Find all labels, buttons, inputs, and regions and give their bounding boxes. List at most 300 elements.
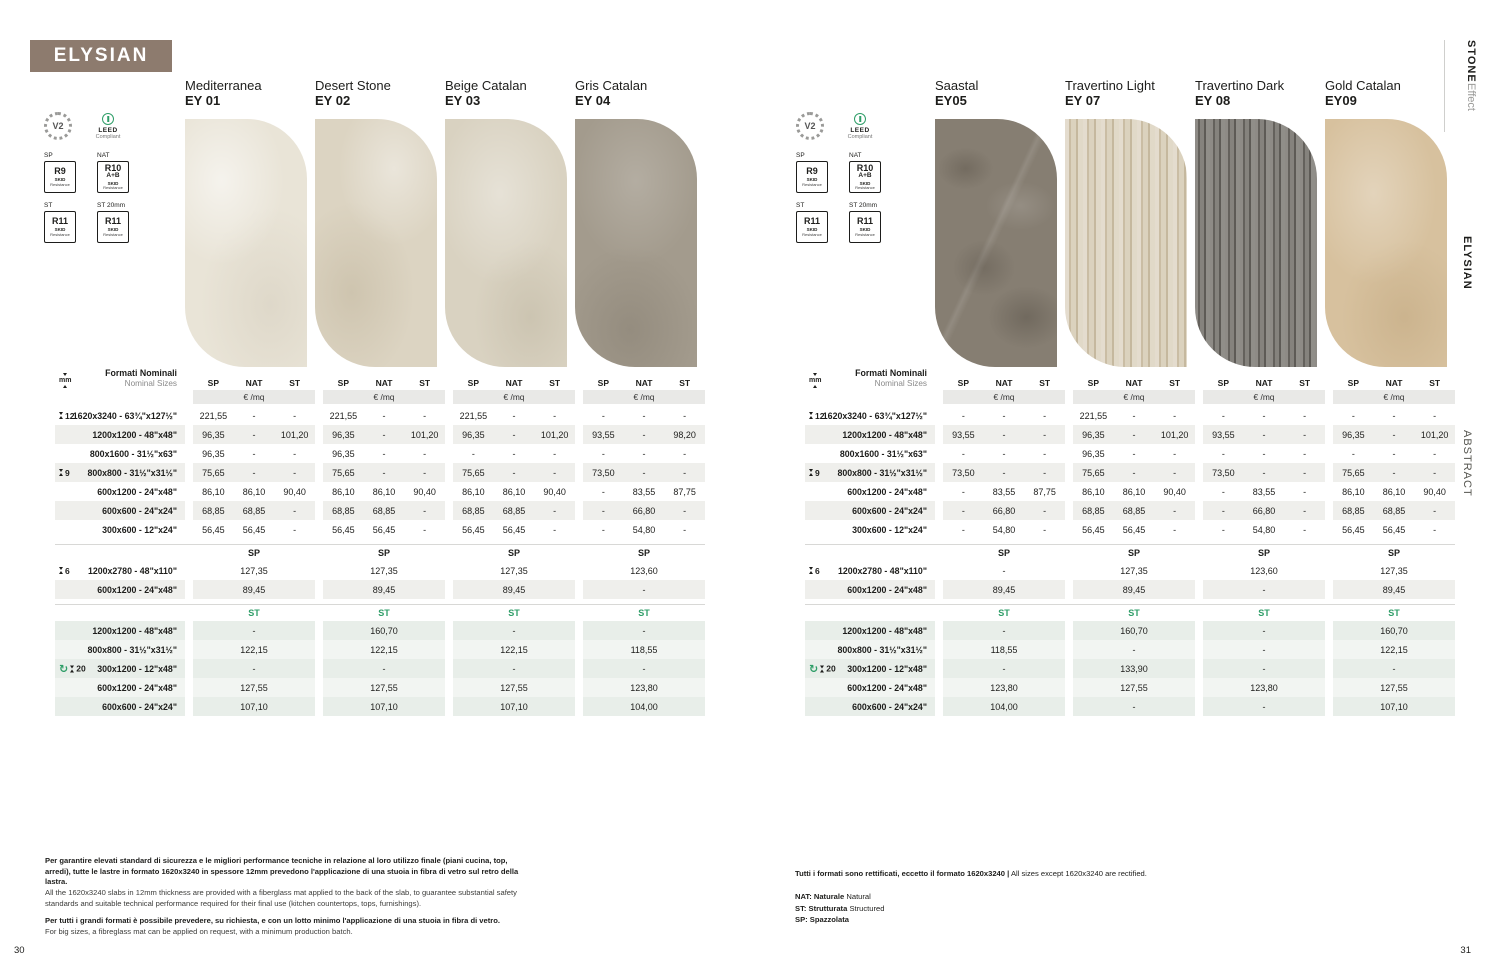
price-cell: 75,65: [332, 467, 355, 478]
sizes-header-cell: [55, 368, 185, 388]
price-cell: -: [642, 429, 646, 440]
leed-sublabel: Compliant: [95, 134, 121, 140]
st-section-label: ST: [1258, 608, 1270, 619]
size-cell: [805, 520, 935, 539]
size-label: 800x800 - 31½"x31½": [87, 644, 177, 655]
price-cell: -: [1132, 644, 1136, 655]
product-column: [185, 78, 307, 367]
sp-column-label: SP: [597, 378, 609, 389]
price-cell: 127,35: [240, 565, 268, 576]
thickness-value: 20: [76, 663, 86, 674]
price-cell: 127,35: [370, 565, 398, 576]
price-group: [943, 520, 1065, 539]
product-code: EY 01: [185, 93, 221, 108]
product-column: [445, 78, 567, 367]
price-cell: -: [1351, 410, 1355, 421]
tab-stone-effect: [1463, 40, 1477, 111]
finish-columns-header: [583, 378, 705, 388]
price-cell: -: [1173, 410, 1177, 421]
price-cell: 68,85: [1342, 505, 1365, 516]
size-cell: [805, 561, 935, 580]
price-cell: 75,65: [202, 467, 225, 478]
leed-badge: [840, 112, 880, 140]
price-cell: -: [1262, 625, 1266, 636]
resistance-text: Resistance: [802, 181, 822, 187]
price-cell: 127,55: [500, 682, 528, 693]
price-group: [583, 406, 705, 425]
price-cell: -: [601, 505, 605, 516]
price-unit-label: € /mq: [453, 390, 575, 404]
price-cell: 56,45: [462, 524, 485, 535]
size-label: 300x1200 - 12"x48": [847, 663, 927, 674]
price-cell: -: [642, 625, 646, 636]
price-cell: -: [1221, 410, 1225, 421]
size-label: 600x1200 - 24"x48": [97, 682, 177, 693]
price-cell: -: [1221, 505, 1225, 516]
skid-text: SKID: [54, 177, 66, 183]
resistance-text: Resistance: [50, 181, 70, 187]
price-cell: -: [423, 467, 427, 478]
certifications-right: [796, 112, 936, 252]
sp-column-label: SP: [467, 378, 479, 389]
price-cell: 56,45: [242, 524, 266, 535]
table-row: [55, 621, 705, 640]
price-group: [583, 425, 705, 444]
arrow-down-icon: [809, 469, 813, 472]
price-cell: -: [382, 429, 386, 440]
st-column-label: ST: [549, 378, 561, 389]
price-group: [323, 580, 445, 599]
price-cell: -: [1303, 410, 1307, 421]
product-column: [1195, 78, 1317, 367]
price-group: [1203, 580, 1325, 599]
price-cell: 107,10: [500, 701, 528, 712]
thickness-arrows: [820, 665, 824, 672]
price-cell: 90,40: [283, 486, 306, 497]
price-cell: 66,80: [992, 505, 1016, 516]
size-label: 300x600 - 12"x24": [852, 524, 927, 535]
price-unit-label: € /mq: [1073, 390, 1195, 404]
section-header-row: [55, 604, 705, 621]
price-group: [193, 640, 315, 659]
price-group: [1333, 482, 1455, 501]
mm-label: mm: [59, 377, 72, 385]
price-cell: 123,80: [630, 682, 658, 693]
price-cell: 93,55: [592, 429, 615, 440]
arrow-up-icon: [809, 416, 813, 419]
price-cell: 56,45: [332, 524, 355, 535]
table-row: [805, 697, 1455, 716]
price-cell: -: [961, 410, 965, 421]
size-cell: [55, 621, 185, 640]
skid-r11-value: R11: [803, 216, 820, 227]
table-header-row: [55, 368, 705, 390]
table-row: [805, 501, 1455, 520]
sp-section-label: SP: [377, 548, 390, 559]
table-row: [805, 463, 1455, 482]
formats-header: [855, 368, 927, 388]
tile-swatch-ey04: [575, 119, 697, 367]
leed-badge: [88, 112, 128, 140]
price-group: [1333, 425, 1455, 444]
price-group: [943, 561, 1065, 580]
table-row: [55, 482, 705, 501]
thickness-value: 9: [815, 467, 820, 478]
price-cell: 89,45: [502, 584, 526, 595]
price-unit-label: € /mq: [1333, 390, 1455, 404]
skid-nat: [97, 152, 135, 193]
footnote-right: [795, 868, 1215, 926]
table-row: [805, 678, 1455, 697]
formats-title: Formati Nominali: [105, 368, 177, 378]
table-row: [55, 501, 705, 520]
price-cell: -: [1132, 467, 1136, 478]
price-cell: 96,35: [462, 429, 485, 440]
size-cell: [55, 501, 185, 520]
skid-text: SKID: [806, 227, 818, 233]
price-cell: -: [1043, 524, 1047, 535]
price-group: [1333, 580, 1455, 599]
size-cell: [805, 678, 935, 697]
price-group: [453, 425, 575, 444]
price-cell: 160,70: [370, 625, 398, 636]
size-label: 600x1200 - 24"x48": [97, 584, 177, 595]
section-header-row: [805, 604, 1455, 621]
price-group: [943, 444, 1065, 463]
price-cell: -: [293, 448, 297, 459]
price-cell: -: [1043, 467, 1047, 478]
resistance-text: Resistance: [855, 231, 875, 237]
price-cell: -: [1043, 448, 1047, 459]
price-cell: -: [553, 524, 557, 535]
price-group: [453, 561, 575, 580]
sp-section-label: SP: [1387, 548, 1400, 559]
rotation-icon: ↻: [809, 663, 819, 676]
thickness-value: 9: [65, 467, 70, 478]
price-cell: -: [1262, 663, 1266, 674]
product-code: EY 03: [445, 93, 481, 108]
skid-box-r11-20mm: [849, 211, 881, 243]
size-label: 600x1200 - 24"x48": [847, 486, 927, 497]
price-cell: 93,55: [1212, 429, 1235, 440]
rectified-note-it: Tutti i formati sono rettificati, eccetto il formato 1620x3240 |: [795, 869, 1010, 878]
skid-text: SKID: [859, 227, 871, 233]
price-cell: 221,55: [329, 410, 358, 421]
price-cell: 221,55: [459, 410, 488, 421]
price-cell: 73,50: [592, 467, 615, 478]
price-cell: 56,45: [1122, 524, 1146, 535]
arrow-down-icon: [63, 373, 67, 376]
skid-sp: [796, 152, 834, 193]
price-cell: -: [1351, 448, 1355, 459]
price-cell: -: [382, 410, 386, 421]
sp-column-label: SP: [1087, 378, 1099, 389]
price-cell: -: [961, 448, 965, 459]
price-cell: -: [683, 467, 687, 478]
skid-text: SKID: [54, 227, 66, 233]
price-group: [193, 463, 315, 482]
price-group: [193, 561, 315, 580]
price-group: [193, 406, 315, 425]
price-cell: 86,10: [502, 486, 526, 497]
price-cell: 83,55: [632, 486, 656, 497]
price-group: [1073, 425, 1195, 444]
thickness-arrows: [809, 412, 813, 419]
page-number-right: 31: [1460, 945, 1471, 956]
legend-nat: [795, 891, 1215, 902]
resistance-text: Resistance: [50, 231, 70, 237]
footnote-paragraph: [45, 916, 523, 937]
price-cell: -: [553, 410, 557, 421]
price-cell: 96,35: [1082, 429, 1105, 440]
product-row-right: [935, 78, 1447, 367]
price-group: [453, 482, 575, 501]
v2-badge: [796, 112, 824, 140]
arrow-up-icon: [59, 571, 63, 574]
skid-nat-label: NAT: [97, 152, 110, 159]
price-group: [1073, 678, 1195, 697]
finish-legend: [795, 891, 1215, 925]
product-code: EY09: [1325, 93, 1357, 108]
finish-columns-header: [1333, 378, 1455, 388]
skid-st20-label: ST 20mm: [849, 202, 878, 209]
price-group: [943, 697, 1065, 716]
price-cell: 56,45: [202, 524, 225, 535]
price-group: [1073, 520, 1195, 539]
price-group: [323, 561, 445, 580]
legend-st-it: ST: Strutturata: [795, 903, 848, 913]
size-label: 800x800 - 31½"x31½": [837, 467, 927, 478]
price-cell: 104,00: [630, 701, 658, 712]
price-cell: -: [553, 467, 557, 478]
price-cell: -: [1262, 467, 1266, 478]
price-cell: -: [1392, 448, 1396, 459]
skid-sub: [855, 182, 875, 191]
price-group: [1073, 482, 1195, 501]
st-section-label: ST: [998, 608, 1010, 619]
nat-column-label: NAT: [1255, 378, 1273, 389]
nat-column-label: NAT: [635, 378, 653, 389]
price-group: [453, 463, 575, 482]
rectified-note-en: All sizes except 1620x3240 are rectified.: [1010, 869, 1147, 878]
price-cell: 96,35: [202, 429, 225, 440]
skid-r10-value: R10: [104, 163, 122, 173]
price-group: [1073, 444, 1195, 463]
arrow-down-icon: [809, 567, 813, 570]
price-cell: 86,10: [1342, 486, 1365, 497]
price-cell: -: [683, 524, 687, 535]
size-label: 600x600 - 24"x24": [852, 701, 927, 712]
rotation-icon: ↻: [59, 663, 69, 676]
tile-swatch-ey05: [935, 119, 1057, 367]
skid-r10-value: R10: [856, 163, 874, 173]
leed-sublabel: Compliant: [847, 134, 873, 140]
v2-badge: [44, 112, 72, 140]
skid-box-r9: [796, 161, 828, 193]
leed-leaf-icon: [102, 113, 114, 125]
price-cell: -: [1262, 410, 1266, 421]
price-cell: -: [1262, 644, 1266, 655]
section-header-row: [55, 544, 705, 561]
price-group: [193, 444, 315, 463]
thickness-value: 12: [65, 410, 75, 421]
price-cell: -: [601, 410, 605, 421]
price-cell: 101,20: [1420, 429, 1449, 440]
skid-sp-label: SP: [44, 152, 53, 159]
price-group: [1203, 621, 1325, 640]
skid-sub: [103, 182, 123, 191]
price-cell: 68,85: [1082, 505, 1105, 516]
price-cell: -: [293, 524, 297, 535]
product-column: [1325, 78, 1447, 367]
section-header-row: [805, 544, 1455, 561]
price-group: [193, 501, 315, 520]
price-cell: -: [1303, 429, 1307, 440]
price-cell: 56,45: [372, 524, 396, 535]
price-group: [943, 463, 1065, 482]
product-column: [935, 78, 1057, 367]
price-cell: -: [252, 625, 256, 636]
sp-column-label: SP: [207, 378, 219, 389]
price-cell: -: [1392, 663, 1396, 674]
table-row: [805, 580, 1455, 599]
size-cell: [55, 659, 185, 678]
nat-column-label: NAT: [995, 378, 1013, 389]
price-cell: -: [1173, 467, 1177, 478]
price-group: [1073, 621, 1195, 640]
price-cell: -: [293, 505, 297, 516]
price-cell: 86,10: [1122, 486, 1146, 497]
price-cell: 127,35: [500, 565, 528, 576]
footnote-en-1: All the 1620x3240 slabs in 12mm thickness are provided with a fiberglass mat applied to the back of the slab, to guarantee substantial safety standards and suitable technical performance required for their final use (kitchen countertops, tops, furnishings).: [45, 887, 517, 908]
price-cell: -: [252, 663, 256, 674]
resistance-text: Resistance: [103, 231, 123, 237]
price-cell: 56,45: [1382, 524, 1406, 535]
skid-st20: [97, 202, 135, 243]
skid-st: [796, 202, 834, 243]
price-cell: -: [683, 505, 687, 516]
table-row: [805, 659, 1455, 678]
size-label: 1200x2780 - 48"x110": [87, 565, 177, 576]
price-cell: 68,85: [242, 505, 266, 516]
price-cell: 73,50: [952, 467, 975, 478]
mm-label: mm: [809, 377, 822, 385]
formats-header: [105, 368, 177, 388]
table-row: [55, 697, 705, 716]
price-cell: -: [1433, 410, 1437, 421]
price-cell: 96,35: [1082, 448, 1105, 459]
nat-column-label: NAT: [505, 378, 523, 389]
leed-label: LEED: [850, 127, 870, 134]
price-cell: -: [1173, 448, 1177, 459]
skid-text: SKID: [859, 180, 871, 186]
tab-effect-label: Effect: [1465, 82, 1477, 111]
collection-title: ELYSIAN: [53, 45, 149, 66]
price-cell: -: [512, 448, 516, 459]
sizes-header-cell: [805, 368, 935, 388]
footnote-it-2: Per tutti i grandi formati è possibile prevedere, su richiesta, e con un lotto minimo l'applicazione di una stuoia in fibra di vetro.: [45, 916, 500, 926]
thickness-marker: [59, 566, 70, 576]
price-group: [1333, 621, 1455, 640]
price-group: [583, 444, 705, 463]
st-section-label: ST: [1128, 608, 1140, 619]
sp-section-label: SP: [247, 548, 260, 559]
arrow-down-icon: [809, 412, 813, 415]
price-cell: -: [382, 448, 386, 459]
table-row: [55, 678, 705, 697]
price-cell: 96,35: [1342, 429, 1365, 440]
price-cell: -: [1221, 524, 1225, 535]
price-group: [1073, 561, 1195, 580]
nat-column-label: NAT: [245, 378, 263, 389]
price-cell: -: [1002, 625, 1006, 636]
table-row: [805, 520, 1455, 539]
price-group: [323, 697, 445, 716]
price-cell: -: [423, 505, 427, 516]
st-section-label: ST: [508, 608, 520, 619]
price-cell: -: [1002, 448, 1006, 459]
price-group: [1203, 659, 1325, 678]
price-group: [193, 697, 315, 716]
skid-sub: [802, 178, 822, 187]
tile-swatch-ey07: [1065, 119, 1187, 367]
size-cell: [805, 425, 935, 444]
price-group: [943, 501, 1065, 520]
price-cell: 54,80: [1252, 524, 1276, 535]
thickness-arrows: [809, 567, 813, 574]
price-cell: -: [1262, 429, 1266, 440]
price-cell: 123,60: [630, 565, 658, 576]
arrow-up-icon: [70, 669, 74, 672]
certification-row: [44, 112, 184, 140]
skid-nat: [849, 152, 887, 193]
thickness-arrows: [809, 469, 813, 476]
product-code: EY 02: [315, 93, 351, 108]
price-cell: 56,45: [1342, 524, 1365, 535]
product-name: Desert Stone: [315, 78, 391, 93]
nat-column-label: NAT: [1125, 378, 1143, 389]
skid-text: SKID: [806, 177, 818, 183]
price-group: [323, 444, 445, 463]
table-row: [805, 561, 1455, 580]
price-unit-label: € /mq: [1203, 390, 1325, 404]
price-group: [453, 520, 575, 539]
price-group: [1333, 463, 1455, 482]
price-cell: -: [1433, 505, 1437, 516]
price-cell: -: [1262, 584, 1266, 595]
price-cell: -: [512, 410, 516, 421]
size-cell: [55, 444, 185, 463]
price-group: [943, 425, 1065, 444]
price-cell: 86,10: [202, 486, 225, 497]
leed-label: LEED: [98, 127, 118, 134]
size-cell: [805, 406, 935, 425]
st-column-label: ST: [1299, 378, 1311, 389]
price-cell: 89,45: [1122, 584, 1146, 595]
sp-column-label: SP: [1347, 378, 1359, 389]
price-cell: 118,55: [630, 644, 658, 655]
price-cell: -: [1262, 701, 1266, 712]
thickness-value: 20: [826, 663, 836, 674]
price-cell: 127,55: [1380, 682, 1408, 693]
price-cell: -: [1433, 467, 1437, 478]
price-group: [1203, 425, 1325, 444]
price-group: [1073, 406, 1195, 425]
arrow-up-icon: [63, 385, 67, 388]
thickness-marker: [809, 468, 820, 478]
table-row: [805, 640, 1455, 659]
skid-box-r9: [44, 161, 76, 193]
